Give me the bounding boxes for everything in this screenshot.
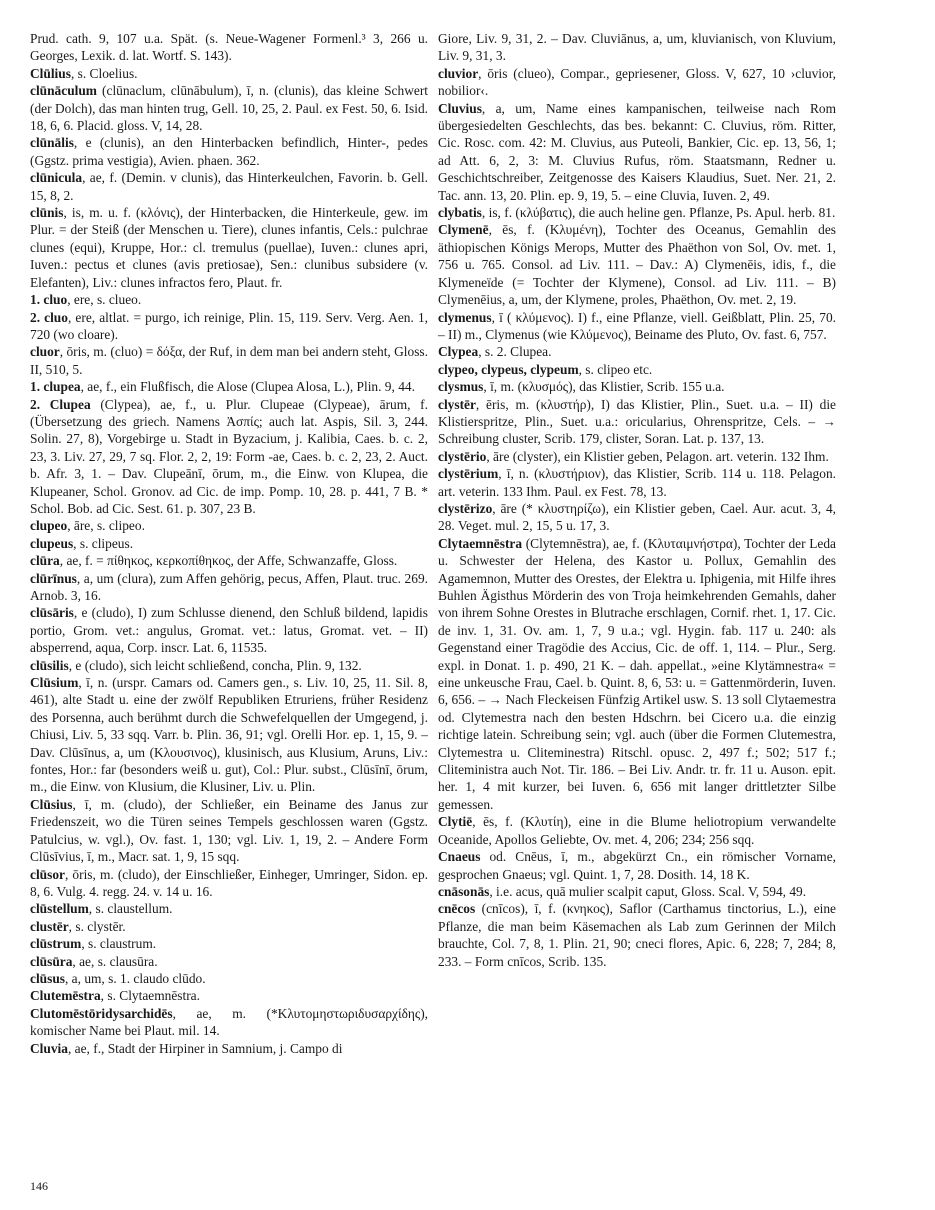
entry-definition: , ēs, f. (Κλυτίη), eine in die Blume heliotropium verwandelte Oceanide, Apollos Geliebte, Ov. met. 4, 206; 234; 256 sqq. bbox=[438, 814, 836, 847]
dictionary-entry bbox=[438, 30, 836, 65]
entry-definition: , ī, m. (cludo), der Schließer, ein Beiname des Janus zur Friedenszeit, wo die Türen seines Tempels geschlossen waren (Ggstz. Patulcius, w. vgl.), Ov. fast. 1, 130; vgl. Liv. 1, 19, 2. – Andere Form Clūsīvius, ī, m., Macr. sat. 1, 9, 15 sqq. bbox=[30, 796, 428, 865]
dictionary-entry bbox=[438, 65, 836, 100]
dictionary-entry bbox=[30, 535, 428, 552]
entry-headword: cnāsonās bbox=[438, 883, 490, 899]
entry-headword: clysmus bbox=[438, 379, 484, 395]
entry-headword: Clūlius bbox=[30, 65, 71, 81]
entry-definition: , āre (clyster), ein Klistier geben, Pelagon. art. veterin. 132 Ihm. bbox=[486, 448, 829, 464]
entry-headword: Clūsium bbox=[30, 675, 79, 691]
entry-definition: , ōris (clueo), Compar., gepriesener, Gloss. V, 627, 10 ›cluvior, nobilior‹. bbox=[438, 65, 836, 99]
dictionary-entry bbox=[438, 465, 836, 500]
entry-headword: clūsus bbox=[30, 970, 65, 986]
dictionary-entry bbox=[438, 500, 836, 535]
entry-definition: , s. claustellum. bbox=[88, 901, 173, 917]
entry-headword: clūsilis bbox=[30, 657, 69, 673]
entry-headword: Clymenē bbox=[438, 222, 489, 238]
dictionary-entry bbox=[30, 866, 428, 901]
dictionary-entry bbox=[30, 309, 428, 344]
entry-headword: Cluvius bbox=[438, 100, 482, 116]
dictionary-entry bbox=[30, 82, 428, 134]
page-number: 146 bbox=[30, 1179, 48, 1193]
entry-headword: clymenus bbox=[438, 309, 492, 325]
entry-headword: clystērium bbox=[438, 466, 499, 482]
dictionary-entry bbox=[30, 291, 428, 308]
dictionary-entry bbox=[30, 657, 428, 674]
entry-definition: Prud. cath. 9, 107 u.a. Spät. (s. Neue-Wagener Formenl.³ 3, 266 u. Georges, Lexik. d. lat. Wortf. S. 143). bbox=[30, 31, 428, 64]
entry-headword: clystērio bbox=[438, 448, 487, 464]
entry-headword: Clutemēstra bbox=[30, 988, 101, 1004]
entry-headword: cluvior bbox=[438, 65, 479, 81]
entry-definition: Giore, Liv. 9, 31, 2. – Dav. Cluviānus, a, um, kluvianisch, von Kluvium, Liv. 9, 31, 3. bbox=[438, 31, 836, 64]
entry-definition: , s. Cloelius. bbox=[70, 65, 138, 81]
entry-headword: 2. cluo bbox=[30, 309, 68, 325]
entry-headword: clūnāculum bbox=[30, 83, 97, 99]
entry-headword: clūstellum bbox=[30, 901, 89, 917]
entry-definition: , ae, f. (Demin. v clunis), das Hinterkeulchen, Favorin. b. Gell. 15, 8, 2. bbox=[30, 170, 428, 203]
entry-definition: , ēs, f. (Κλυμένη), Tochter des Oceanus, Gemahlin des äthiopischen Königs Merops, Mutter des Phaëthon von Sol, Ov. met. 1, 756 u. 765. Consol. ad Liv. 111. – Dav.: A) Clymenēis, idis, f., die Klymeneïde (= Tochter der Klymene), Consol. ad Liv. 111. – B) Clymenēius, a, um, der Klymene, proles, Phaëthon, Ov. met. 2, 19. bbox=[438, 222, 836, 308]
dictionary-entry bbox=[30, 517, 428, 534]
entry-headword: clūsūra bbox=[30, 953, 73, 969]
entry-headword: clupeus bbox=[30, 535, 74, 551]
entry-headword: 2. Clupea bbox=[30, 396, 91, 412]
entry-headword: clūnicula bbox=[30, 170, 83, 186]
dictionary-entry bbox=[30, 570, 428, 605]
dictionary-entry bbox=[438, 204, 836, 221]
dictionary-entry bbox=[30, 30, 428, 65]
entry-definition: , ēris, m. (κλυστήρ), I) das Klistier, Plin., Suet. u.a. – II) die Klistierspritze, Plin., Suet. u.a.: oricularius, Ohrenspritze, Cels. – → Schreibung cluster, Scrib. 179, clister, Soran. Lat. p. 137, 13. bbox=[438, 396, 836, 447]
entry-definition: (Clytemnēstra), ae, f. (Κλυταιμνήστρα), Tochter der Leda u. Schwester der Helena, des Kastor u. Pollux, Gemahlin des Agamemnon, Mutter des Orestes, der Elektra u. Iphigenia, mit Hilfe ihres Buhlen Ägisthus Mörderin des von Troja heimkehrenden Gemahls, daher von ihrem Sohne Orestes in Blutrache erschlagen, Cornif. rhet. 1, 17. Cic. de inv. 1, 31. Ov. am. 1, 7, 9 u.a.; vgl. Hygin. fab. 117 u. 240: als Gegenstand einer Tragödie des Accius, Cic. de off. 1, 114. – Plur., Serg. expl. in Donat. 1. p. 490, 21 K. – dah. appellat., »eine Klytämnestra« = eine unkeusche Frau, Cael. b. Quint. 8, 6, 53: u. = Gattenmörderin, Iuven. 6, 656. – → Nach Fleckeisen Fünfzig Artikel usw. S. 13 soll Clytaemestra od. Clytemestra nach den besten Hdschrn. bei Cicero u.a. die einzig richtige latein. Schreibung sein; vgl. auch (über die Formen Clutemestra, Clytemestra u. Cliteminestra) Ritschl. opusc. 2, 497 f.; 502; 517 f.; Cliteministra auch Not. Tir. 186. – Bei Liv. Andr. tr. fr. 11 u. Auson. epit. her. 1, 4 mit kurzer, bei Iuven. 6, 656 mit langer drittletzter Silbe gemessen. bbox=[438, 535, 836, 812]
dictionary-entry bbox=[30, 900, 428, 917]
entry-definition: , s. clystēr. bbox=[68, 918, 126, 934]
entry-headword: Clytiē bbox=[438, 814, 473, 830]
entry-headword: clūsāris bbox=[30, 605, 74, 621]
dictionary-entry bbox=[438, 378, 836, 395]
dictionary-entry bbox=[438, 221, 836, 308]
entry-definition: , ere, s. clueo. bbox=[67, 292, 142, 308]
entry-definition: , a, um (clura), zum Affen gehörig, pecus, Affen, Plaut. truc. 269. Arnob. 3, 16. bbox=[30, 570, 428, 603]
entry-headword: clustēr bbox=[30, 918, 69, 934]
entry-headword: Clytaemnēstra bbox=[438, 535, 523, 551]
entry-definition: , s. clipeo etc. bbox=[578, 361, 653, 377]
entry-headword: clystērizo bbox=[438, 500, 493, 516]
dictionary-entry bbox=[30, 169, 428, 204]
entry-definition: , e (clunis), an den Hinterbacken befindlich, Hinter-, pedes (Ggstz. prima vestigia), Avien. phaen. 362. bbox=[30, 135, 428, 168]
entry-definition: , a, um, Name eines kampanischen, teilweise nach Rom übergesiedelten Geschlechts, das bes. bekannt: C. Cluvius, röm. Ritter, Cic. Rosc. com. 42: M. Cluvius, aus Puteoli, Bankier, Cic. ep. 13, 56, 1; ad Att. 6, 2, 3: M. Cluvius Rufus, röm. Staatsmann, Redner u. Geschichtschreiber, Zeitgenosse des Kaisers Klaudius, Suet. Ner. 21, 2. Tac. ann. 13, 20. Plin. ep. 9, 19, 5. – eine Cluvia, Iuven. 2, 49. bbox=[438, 100, 836, 203]
entry-definition: , ī, n. (κλυστήριον), das Klistier, Scrib. 114 u. 118. Pelagon. art. veterin. 133 Ihm. Paul. ex Fest. 78, 13. bbox=[438, 466, 836, 499]
entry-definition: , s. clipeus. bbox=[73, 535, 134, 551]
dictionary-entry bbox=[438, 883, 836, 900]
entry-headword: clupeo bbox=[30, 518, 68, 534]
entry-headword: Clypea bbox=[438, 344, 479, 360]
left-column bbox=[30, 30, 428, 1057]
dictionary-entry bbox=[30, 674, 428, 796]
dictionary-entry bbox=[438, 848, 836, 883]
entry-headword: clystēr bbox=[438, 396, 476, 412]
entry-definition: , is, f. (κλύβατις), die auch heline gen. Pflanze, Ps. Apul. herb. 81. bbox=[481, 205, 836, 221]
entry-definition: , āre (* κλυστηρίζω), ein Klistier geben, Cael. Aur. acut. 3, 4, 28. Veget. mul. 2, 15, 5 u. 17, 3. bbox=[438, 500, 836, 534]
dictionary-entry bbox=[30, 953, 428, 970]
dictionary-entry bbox=[438, 535, 836, 814]
entry-definition: , is, m. u. f. (κλόνις), der Hinterbacken, die Hinterkeule, gew. im Plur. = der Steiß (der Menschen u. Tiere), clunes infantis, Cels.: pulchrae clunes (equi), Kruppe, Hor.: cl. tremulus (puellae), Iuven.: clunes apri, Iuven.: pectus et clunes (avis pretiosae), Sen.: clunibus subsidere (v. Elefanten), Liv.: clunes infractos fero, Plaut. fr. bbox=[30, 205, 428, 290]
dictionary-entry bbox=[438, 361, 836, 378]
entry-definition: , a, um, s. 1. claudo clūdo. bbox=[64, 970, 206, 986]
dictionary-entry bbox=[438, 309, 836, 344]
dictionary-entry bbox=[30, 204, 428, 291]
entry-definition: , ī, n. (urspr. Camars od. Camers gen., s. Liv. 10, 25, 11. Sil. 8, 461), alte Stadt u. eine der zwölf Republiken Etruriens, früher Residenz des Porsenna, auch berühmt durch die Schwefelquellen der Umgegend, j. Chiusi, Liv. 5, 33 sqq. Varr. b. Plin. 36, 91; vgl. Orelli Hor. ep. 1, 15, 9. – Dav. Clūsīnus, a, um (Κλουσινος), klusinisch, aus Klusium, Aruns, Liv.: fontes, Hor.: far (besonders weiß u. gut), Col.: Plur. subst., Clūsīnī, ōrum, m., die Einw. von Klusium, die Klusiner, Liv. u. Plin. bbox=[30, 675, 428, 795]
entry-headword: clūsor bbox=[30, 866, 65, 882]
dictionary-entry bbox=[30, 935, 428, 952]
right-column bbox=[438, 30, 836, 970]
entry-definition: , ae, s. clausūra. bbox=[72, 953, 158, 969]
dictionary-entry bbox=[30, 1005, 428, 1040]
entry-headword: Clūsius bbox=[30, 796, 73, 812]
entry-definition: , e (cludo), I) zum Schlusse dienend, den Schluß bildend, lapidis portio, Grom. vet.: angulus, Gromat. vet.: latus, Gromat. vet. – II) absperrend, aqua, Corp. inscr. Lat. 6, 11535. bbox=[30, 605, 428, 656]
entry-definition: , ī, m. (κλυσμός), das Klistier, Scrib. 155 u.a. bbox=[483, 379, 725, 395]
entry-definition: , ae, f. = πίθηκος, κερκοπίθηκος, der Affe, Schwanzaffe, Gloss. bbox=[59, 553, 398, 569]
entry-definition: , ae, f., Stadt der Hirpiner in Samnium, j. Campo di bbox=[67, 1040, 343, 1056]
entry-definition: , ī ( κλύμενος). I) f., eine Pflanze, viell. Geißblatt, Plin. 25, 70. – II) m., Clymenus (wie Κλύμενος), Beiname des Pluto, Ov. fast. 6, 757. bbox=[438, 309, 836, 342]
dictionary-entry bbox=[30, 987, 428, 1004]
dictionary-entry bbox=[30, 343, 428, 378]
entry-headword: clūnis bbox=[30, 205, 64, 221]
entry-definition: , ōris, m. (cluo) = δόξα, der Ruf, in dem man bei andern steht, Gloss. II, 510, 5. bbox=[30, 344, 428, 377]
entry-definition: , ae, f., ein Flußfisch, die Alose (Clupea Alosa, L.), Plin. 9, 44. bbox=[80, 379, 415, 395]
dictionary-entry bbox=[30, 134, 428, 169]
dictionary-entry bbox=[438, 343, 836, 360]
entry-headword: Cluvia bbox=[30, 1040, 68, 1056]
entry-headword: 1. cluo bbox=[30, 292, 68, 308]
entry-headword: clūnālis bbox=[30, 135, 74, 151]
dictionary-entry bbox=[30, 970, 428, 987]
dictionary-entry bbox=[438, 448, 836, 465]
dictionary-entry bbox=[438, 100, 836, 204]
dictionary-entry bbox=[30, 796, 428, 866]
dictionary-entry bbox=[438, 813, 836, 848]
entry-definition: (cnīcos), ī, f. (κνηκος), Saflor (Carthamus tinctorius, L.), eine Pflanze, die man beim Käsemachen als Lab zum Gerinnen der Milch brauchte, Col. 7, 8, 1. Plin. 21, 90; cneci flores, Apic. 6, 228; 7, 284; 8, 233. – Form cnīcos, Scrib. 135. bbox=[438, 901, 836, 969]
dictionary-entry bbox=[30, 552, 428, 569]
entry-headword: clybatis bbox=[438, 205, 482, 221]
entry-definition: , i.e. acus, quā mulier scalpit caput, Gloss. Scal. V, 594, 49. bbox=[489, 883, 807, 899]
dictionary-entry bbox=[30, 604, 428, 656]
entry-definition: , e (cludo), sich leicht schließend, concha, Plin. 9, 132. bbox=[68, 657, 362, 673]
entry-headword: cnēcos bbox=[438, 901, 476, 917]
dictionary-entry bbox=[30, 65, 428, 82]
dictionary-entry bbox=[30, 918, 428, 935]
dictionary-entry bbox=[438, 396, 836, 448]
dictionary-entry bbox=[30, 396, 428, 518]
entry-headword: Clutomēstōridysarchidēs bbox=[30, 1005, 173, 1021]
entry-headword: cluor bbox=[30, 344, 60, 360]
entry-headword: clūstrum bbox=[30, 936, 82, 952]
dictionary-entry bbox=[30, 378, 428, 395]
entry-headword: clypeo, clypeus, clypeum bbox=[438, 361, 579, 377]
entry-headword: Cnaeus bbox=[438, 849, 481, 865]
entry-definition: (Clypea), ae, f., u. Plur. Clupeae (Clypeae), ārum, f. (Übersetzung des griech. Namens Ἀσπίς; auch lat. Aspis, Sil. 3, 244. Solin. 27, 8), Vorgebirge u. Stadt in Byzacium, j. Kalibia, Caes. b. c. 2, 23, 3. Liv. 27, 29, 7 sq. Flor. 2, 2, 19: Form -ae, Caes. b. c. 2, 23, 2. Auct. b. Afr. 3, 1. – Dav. Clupeānī, ōrum, m., die Einw. von Klupea, die Klupeaner, Schol. Gronov. ad Cic. de imp. Pomp. 10, 28. p. 441, 7 B. * Schol. Bob. ad Cic. Sest. 61. p. 307, 23 B. bbox=[30, 396, 428, 516]
entry-definition: , ere, altlat. = purgo, ich reinige, Plin. 15, 119. Serv. Verg. Aen. 1, 720 (wo cloare). bbox=[30, 309, 428, 342]
entry-headword: 1. clupea bbox=[30, 379, 81, 395]
entry-definition: , s. Clytaemnēstra. bbox=[100, 988, 200, 1004]
entry-definition: , ae, m. (*Κλυτομηστωριδυσαρχίδης), komischer Name bei Plaut. mil. 14. bbox=[30, 1005, 428, 1039]
entry-headword: clūra bbox=[30, 553, 60, 569]
entry-definition: , āre, s. clipeo. bbox=[67, 518, 145, 534]
entry-definition: od. Cnēus, ī, m., abgekürzt Cn., ein römischer Vorname, gesprochen Gnaeus; vgl. Quint. 1, 7, 28. Dosith. 14, 18 K. bbox=[438, 849, 836, 882]
entry-headword: clūrīnus bbox=[30, 570, 77, 586]
dictionary-entry bbox=[30, 1040, 428, 1057]
entry-definition: , s. claustrum. bbox=[81, 936, 157, 952]
dictionary-entry bbox=[438, 900, 836, 970]
entry-definition: , s. 2. Clupea. bbox=[478, 344, 552, 360]
entry-definition: (clūnaclum, clūnābulum), ī, n. (clunis), das kleine Schwert (der Dolch), das man hinten trug, Gell. 10, 25, 2. Paul. ex Fest. 50, 6. Isid. 18, 6, 6. Placid. gloss. V, 14, 28. bbox=[30, 83, 428, 134]
entry-definition: , ōris, m. (cludo), der Einschließer, Einheger, Umringer, Sidon. ep. 8, 6. Vulg. 4. regg. 24. v. 14 u. 16. bbox=[30, 866, 428, 899]
